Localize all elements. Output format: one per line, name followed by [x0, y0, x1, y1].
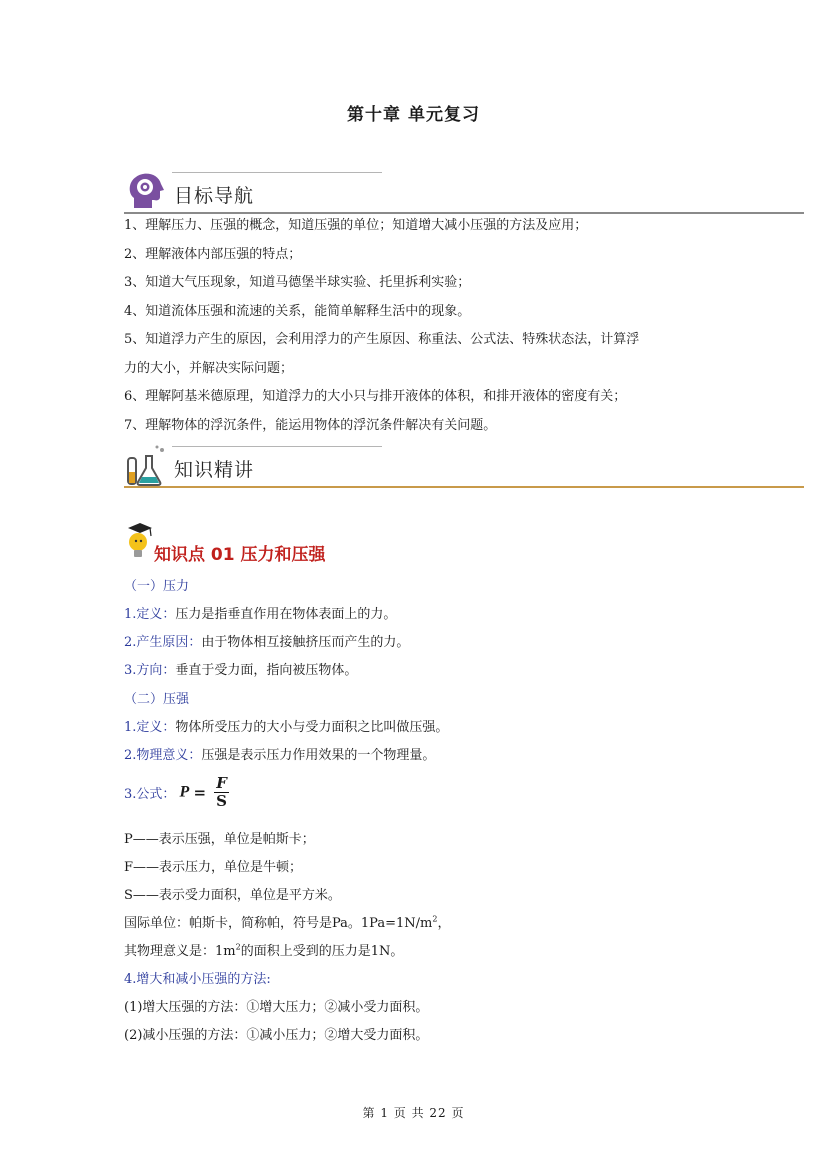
term-separator: ： [162, 607, 176, 622]
section-divider [124, 486, 804, 488]
symbol-line: P——表示压强，单位是帕斯卡； [124, 832, 315, 847]
goal-item: 1、理解压力、压强的概念，知道压强的单位；知道增大减小压强的方法及应用； [124, 218, 588, 233]
meaning-text-end: 的面积上受到的压力是1N。 [240, 944, 404, 959]
meaning-text: 其物理意义是：1m [124, 944, 236, 959]
head-gears-icon [124, 168, 170, 214]
goals-list [124, 212, 714, 440]
methods-heading: 4.增大和减小压强的方法: [124, 972, 271, 987]
goal-item: 5、知道浮力产生的原因，会利用浮力的产生原因、称重法、公式法、特殊状态法，计算浮 [124, 332, 640, 347]
header-accent-line [172, 446, 382, 447]
formula-lhs: P [179, 783, 190, 801]
term-separator: ： [162, 663, 176, 678]
meaning-line [124, 940, 403, 959]
goal-item: 力的大小，并解决实际问题； [124, 360, 294, 376]
goal-item: 7、理解物体的浮沉条件，能运用物体的浮沉条件解决有关问题。 [124, 417, 497, 433]
term-label: 1.定义 [124, 720, 163, 735]
term-text: 物体所受压力的大小与受力面积之比叫做压强。 [175, 720, 449, 735]
formula-denominator: S [216, 792, 227, 810]
goal-item: 2、理解液体内部压强的特点； [124, 246, 302, 262]
term-label: 2.物理意义 [124, 748, 189, 763]
superscript: 2 [432, 914, 438, 924]
formula-equals: = [193, 783, 207, 802]
page-footer: 第 1 页 共 22 页 [362, 1106, 465, 1120]
term-label: 2.产生原因 [124, 635, 189, 650]
subsection-heading: （一）压力 [124, 579, 190, 594]
formula-line [124, 775, 229, 810]
flask-icon [124, 442, 170, 488]
definition-line [124, 631, 409, 650]
page-title: 第十章 单元复习 [347, 105, 480, 125]
subsection-heading: （二）压强 [124, 692, 190, 707]
unit-line [124, 912, 450, 931]
section-header-knowledge [124, 440, 804, 488]
section-heading-goals: 目标导航 [174, 185, 255, 207]
formula-label: 3.公式： [124, 787, 176, 802]
goal-item: 6、理解阿基米德原理，知道浮力的大小只与排开液体的体积，和排开液体的密度有关； [124, 389, 627, 404]
term-separator: ： [188, 748, 202, 763]
superscript: 2 [235, 942, 241, 952]
term-separator: ： [162, 720, 176, 735]
unit-text-end: ， [437, 916, 451, 931]
formula-numerator: F [216, 774, 227, 792]
term-text: 由于物体相互接触挤压而产生的力。 [201, 635, 410, 650]
symbol-line: S——表示受力面积，单位是平方米。 [124, 888, 341, 903]
symbol-line: F——表示压力，单位是牛顿； [124, 860, 303, 875]
section-header-goals [124, 166, 804, 214]
term-separator: ： [188, 635, 202, 650]
term-label: 3.方向 [124, 663, 163, 678]
lightbulb-graduate-icon [124, 522, 156, 566]
term-text: 压强是表示压力作用效果的一个物理量。 [201, 748, 436, 763]
method-line: (2)减小压强的方法：①减小压力；②增大受力面积。 [124, 1028, 429, 1043]
definition-line [124, 659, 357, 678]
formula-fraction [214, 775, 229, 810]
header-accent-line [172, 172, 382, 173]
term-text: 压力是指垂直作用在物体表面上的力。 [175, 607, 397, 622]
definition-line [124, 744, 435, 763]
section-heading-knowledge: 知识精讲 [174, 459, 255, 481]
method-line: (1)增大压强的方法：①增大压力；②减小受力面积。 [124, 1000, 429, 1015]
knowledge-point-heading: 知识点 01 压力和压强 [154, 545, 326, 565]
term-text: 垂直于受力面，指向被压物体。 [175, 663, 358, 678]
unit-text: 国际单位：帕斯卡，简称帕，符号是Pa。1Pa=1N/m [124, 916, 433, 931]
goal-item: 4、知道流体压强和流速的关系，能简单解释生活中的现象。 [124, 303, 471, 319]
definition-line [124, 603, 396, 622]
term-label: 1.定义 [124, 607, 163, 622]
definition-line [124, 716, 448, 735]
goal-item: 3、知道大气压现象，知道马德堡半球实验、托里拆利实验； [124, 275, 471, 290]
